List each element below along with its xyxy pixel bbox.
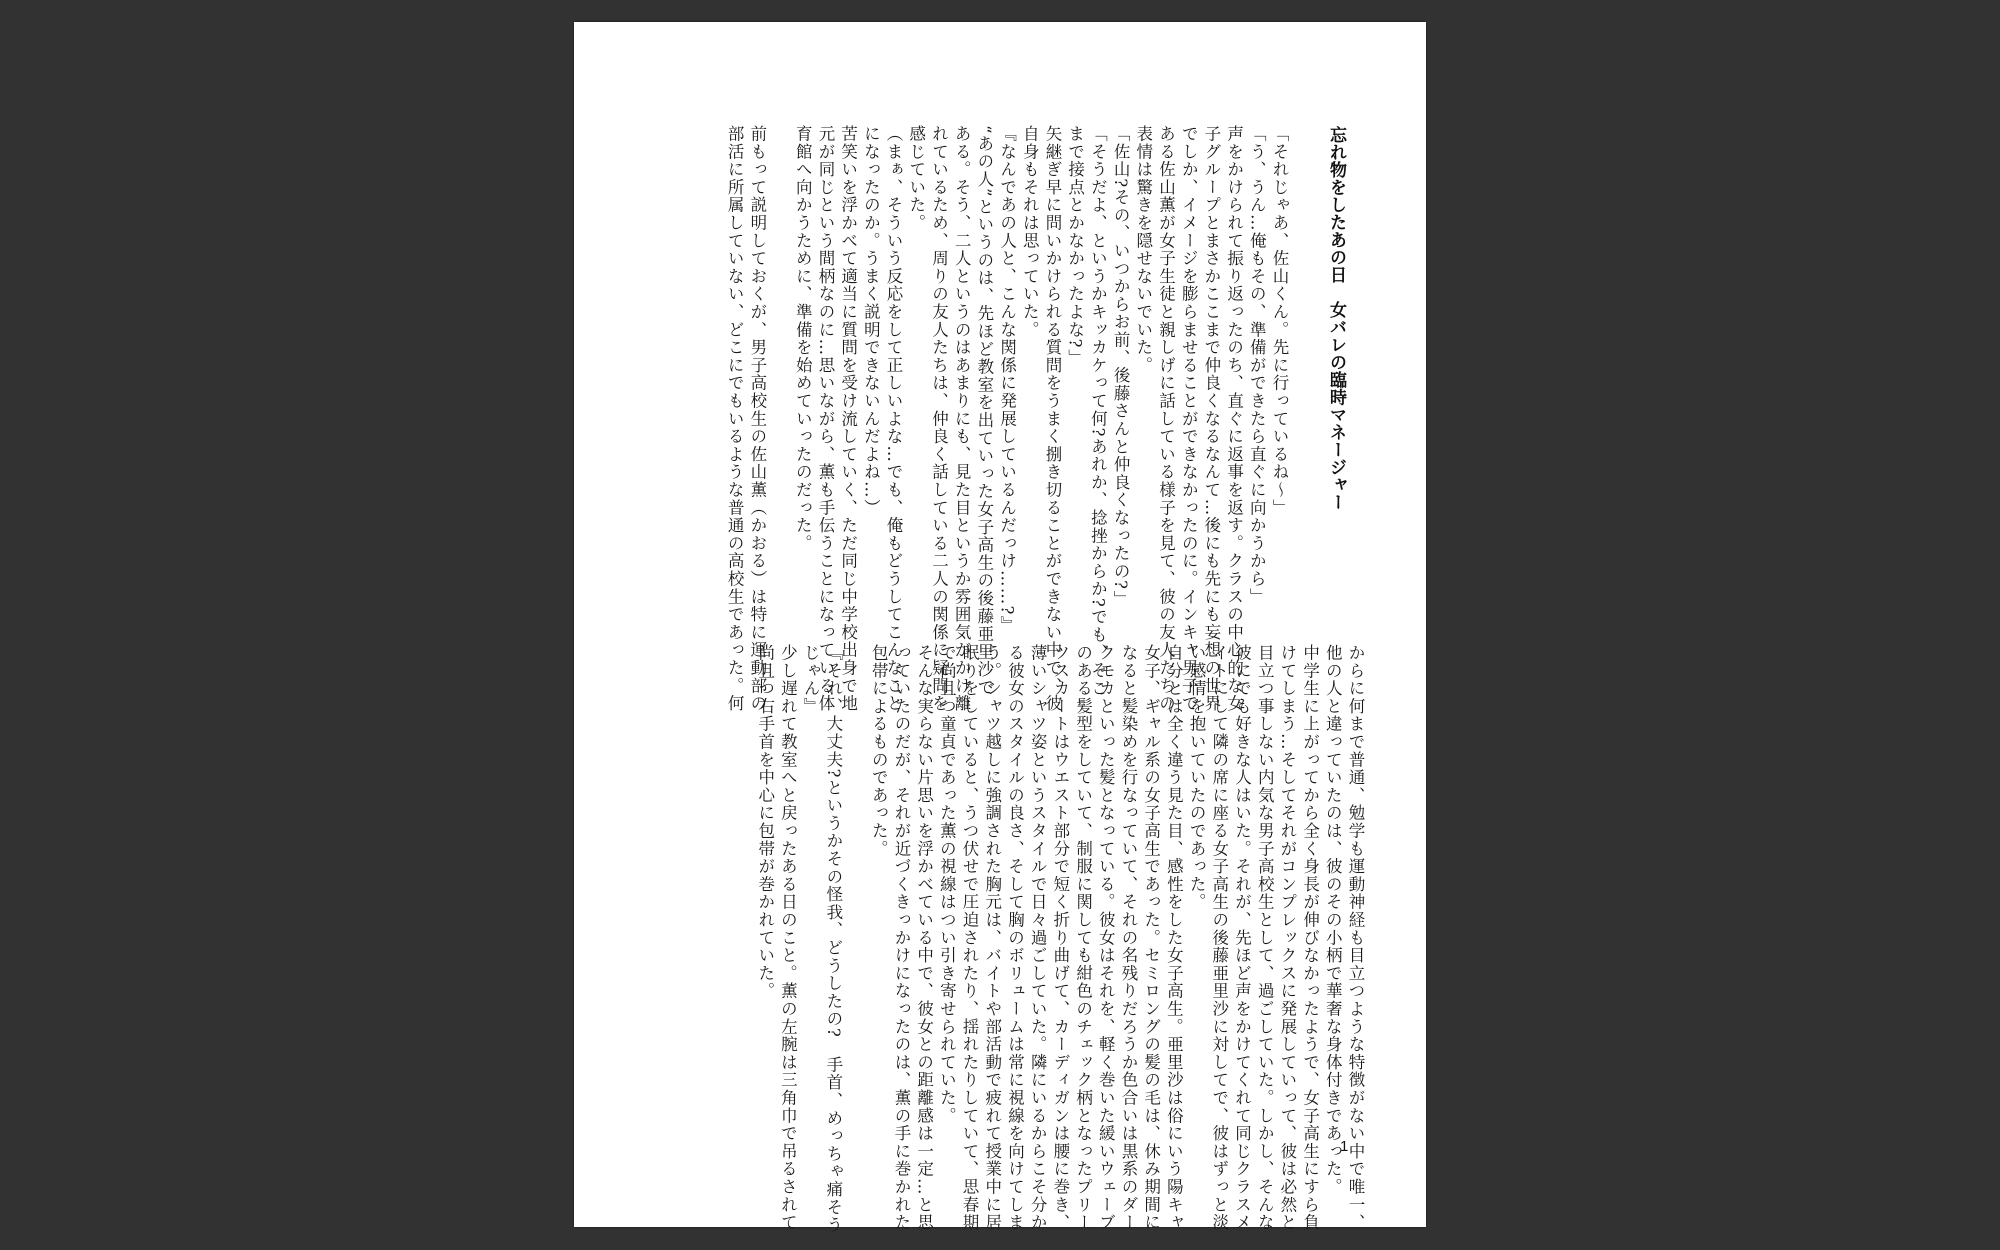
text-line: 目立つ事しない内気な男子高校生として、過ごしていた。しかし、そんな	[1255, 644, 1275, 1232]
document-page	[574, 22, 1426, 1234]
text-line: う。シャツ越しに強調された胸元は、バイトや部活動で疲れて授業中に居	[982, 644, 1002, 1232]
text-line: 薄いシャツ姿というスタイルで日々過ごしていた。隣にいるからこそ分か	[1028, 644, 1048, 1232]
text-line: まで接点とかなかったよな?」	[1065, 125, 1085, 367]
text-line: でしか、イメージを膨らませることができなかったのに。インキャ男子で	[1179, 125, 1199, 713]
text-line: 「そうだよ、というかキッカケって何?あれか、捻挫からか?でも、そこ	[1088, 125, 1108, 698]
text-line: る彼女のスタイルの良さ、そして胸のボリュームは常に視線を向けてしま	[1005, 644, 1025, 1232]
text-line: で尚且つ童貞であった薫の視線はつい引き寄せられていた。	[937, 644, 957, 1125]
text-line: っていたのだが、それが近づくきっかけになったのは、薫の手に巻かれた	[891, 644, 911, 1232]
text-line: 尚且つ右手首を中心に包帯が巻かれていた。	[755, 644, 775, 1000]
document-title: 忘れ物をしたあの日 女バレの臨時マネージャー	[1326, 126, 1346, 511]
text-line: 中学生に上がってから全く身長が伸びなかったようで、女子高生にすら負	[1300, 644, 1320, 1232]
text-line: イトにして隣の席に座る女子高生の後藤亜里沙に対してで、彼はずっと淡	[1209, 644, 1229, 1232]
text-line: 育館へ向かうために、準備を始めていったのだった。	[793, 125, 813, 553]
text-line: 「それじゃあ、佐山くん。先に行っているね～」	[1270, 125, 1289, 517]
text-line: 『それ、大丈夫?というかその怪我、どうしたの? 手首、めっちゃ痛そう	[823, 644, 843, 1234]
text-line: 『なんであの人と、こんな関係に発展しているんだっけ……?』	[997, 125, 1017, 634]
text-line: 子グループとまさかここまで仲良くなるなんて…後にも先にも妄想の世界	[1201, 125, 1221, 713]
text-line: 少し遅れて教室へと戻ったある日のこと。薫の左腕は三角巾で吊るされて	[778, 644, 798, 1232]
text-line: 元が同じという間柄なのに…思いながら、薫も手伝うことになっている体	[815, 125, 835, 713]
text-line: 彼にでも好きな人はいた。それが、先ほど声をかけてくれて同じクラスメ	[1232, 644, 1252, 1232]
text-line: クモカといった髪となっている。彼女はそれを、軽く巻いた緩いウェーブ	[1096, 644, 1116, 1232]
text-line: 表情は驚きを隠せないでいた。	[1133, 125, 1153, 375]
text-line: 女子、ギャル系の女子高生であった。セミロングの髪の毛は、休み期間に	[1141, 644, 1161, 1232]
text-line: ある佐山薫が女子生徒と親しげに話している様子を見て、彼の友人たちの	[1156, 125, 1176, 713]
text-line: （まぁ、そういう反応をして正しいよな…でも、俺もどうしてこんなこと	[884, 125, 904, 713]
text-line: 自身もそれは思っていた。	[1020, 125, 1040, 339]
text-line: じゃん』	[801, 644, 821, 716]
text-line: 包帯によるものであった。	[869, 644, 889, 858]
text-line: い感情を抱いていたのであった。	[1187, 644, 1207, 911]
blank-line	[844, 644, 867, 1120]
text-line: 声をかけられて振り返ったのち、直ぐに返事を返す。クラスの中心的な女	[1224, 125, 1244, 713]
text-line: けてしまう…そしてそれがコンプレックスに発展していって、彼は必然と	[1277, 644, 1297, 1232]
text-line: 前もって説明しておくが、男子高校生の佐山薫（かおる）は特に運動部の	[747, 125, 767, 713]
text-line: 他の人と違っていたのは、彼のその小柄で華奢な身体付きであった。	[1323, 644, 1343, 1196]
text-line: 矢継ぎ早に問いかけられる質問をうまく捌き切ることができない中で、彼	[1042, 125, 1062, 713]
text-line: 「佐山?その、いつからお前、後藤さんと仲良くなったの?」	[1111, 125, 1131, 609]
text-line: 苦笑いを浮かべて適当に質問を受け流していく、ただ同じ中学校出身で地	[838, 125, 858, 713]
text-line: 感じていた。	[906, 125, 926, 232]
text-line: 眠りをしていると、うつ伏せで圧迫されたり、揺れたりしていて、思春期	[960, 644, 980, 1232]
text-line: “あの人”というのは、先ほど教室を出ていった女子高生の後藤亜里沙で	[974, 125, 994, 697]
text-line: 自分とは全く違う見た目、感性をした女子高生。亜里沙は俗にいう陽キャ	[1164, 644, 1184, 1232]
text-line: そんな実らない片思いを浮かべている中で、彼女との距離感は一定…と思	[914, 644, 934, 1232]
text-line: なると髪染めを行なっていて、それの名残りだろうか色合いは黒系のダー	[1118, 644, 1138, 1232]
blank-line	[768, 125, 791, 601]
text-line: になったのか。うまく説明できないんだよね…）	[861, 125, 881, 517]
text-line: ツスカートはウエスト部分で短く折り曲げて、カーディガンは腰に巻き、	[1050, 644, 1070, 1232]
text-line: からに何まで普通、勉学も運動神経も目立つような特徴がない中で唯一、	[1346, 644, 1365, 1232]
text-block-lower	[654, 644, 1366, 1234]
text-line: 「う、うん…俺もその、準備ができたら直ぐに向かうから」	[1247, 125, 1267, 606]
text-line: ある。そう、二人というのはあまりにも、見た目というか雰囲気がかけ離	[952, 125, 972, 713]
text-line: れているため、周りの友人たちは、仲良く話している二人の関係に疑問を	[929, 125, 949, 713]
text-line: 部活に所属していない、どこにでもいるような普通の高校生であった。何	[725, 125, 745, 713]
text-line: のある髪型をしていて、制服に関しても紺色のチェック柄となったプリー	[1073, 644, 1093, 1232]
page-number: 1	[1340, 1138, 1349, 1155]
